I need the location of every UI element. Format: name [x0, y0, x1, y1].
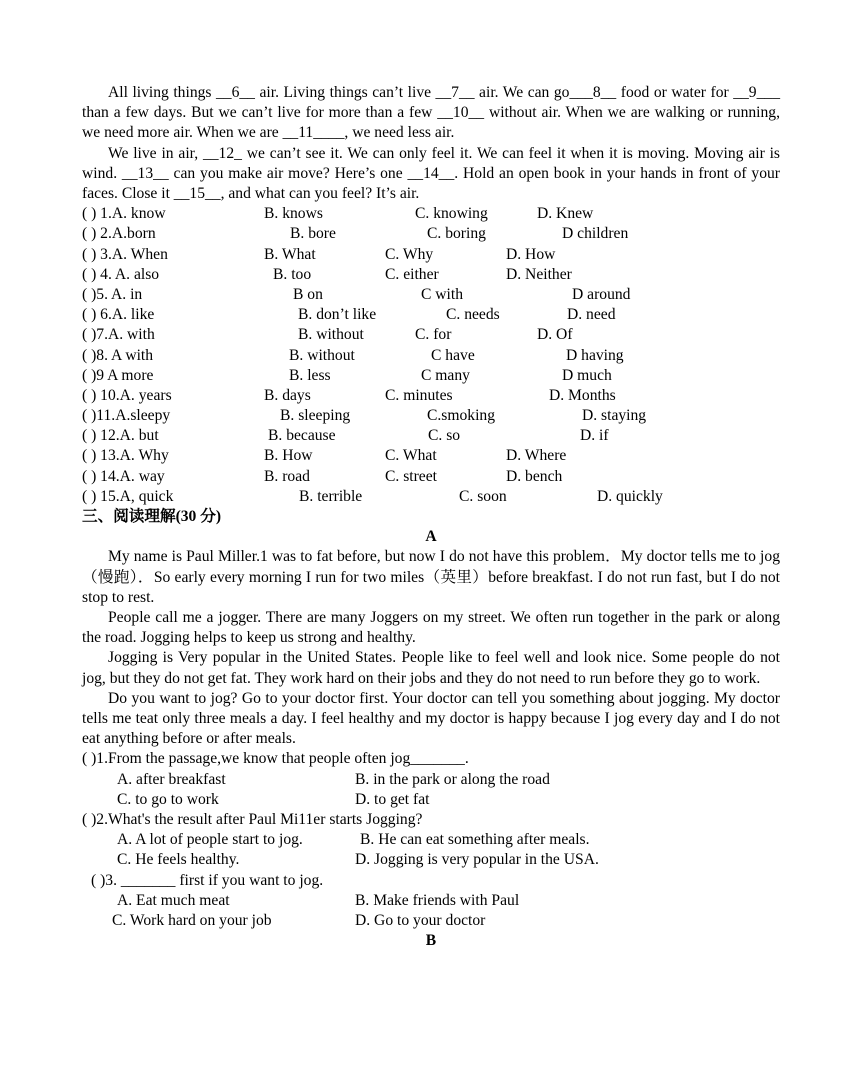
- cloze-option-row: [82, 426, 780, 446]
- cloze-paragraph-2: We live in air, __12_ we can’t see it. We can only feel it. We can feel it when it is moving. Moving air is wind. __13__ can you make air move? Here’s one __14__. Hold an open book in your hands in front of your faces. Close it __15__, and what can you feel? It’s air.: [82, 144, 780, 203]
- option-d: D. staying: [582, 407, 647, 425]
- option-d: D having: [566, 346, 624, 364]
- option-b: B. bore: [290, 225, 336, 243]
- cloze-option-row: [82, 325, 780, 345]
- option-c: C. boring: [427, 225, 486, 243]
- option-d: D much: [562, 366, 612, 384]
- cloze-option-row: [82, 224, 780, 244]
- option-c: C. for: [415, 326, 452, 344]
- cloze-option-row: [82, 467, 780, 487]
- passage-a-paragraph-2: People call me a jogger. There are many Joggers on my street. We often run together in the park or along the road. Jogging helps to keep us strong and healthy.: [82, 609, 780, 647]
- option-b: B. don’t like: [298, 306, 377, 324]
- option-c: C. knowing: [415, 205, 488, 223]
- option-number-and-a: ( ) 13.A. Why: [82, 447, 169, 465]
- cloze-option-row: [82, 204, 780, 224]
- option-b: B. sleeping: [280, 407, 351, 425]
- option-d: D. quickly: [597, 487, 663, 505]
- question-3-text: ( )3. _______ first if you want to jog.: [91, 871, 324, 889]
- option-number-and-a: ( )11.A.sleepy: [82, 407, 171, 425]
- option-b: B. without: [289, 346, 355, 364]
- question-3: [82, 871, 780, 891]
- question-2-text: ( )2.What's the result after Paul Mi11er starts Jogging?: [82, 811, 423, 828]
- option-number-and-a: ( ) 1.A. know: [82, 205, 166, 223]
- cloze-option-row: [82, 487, 780, 507]
- option-c: C. What: [385, 447, 437, 465]
- option-c: C. to go to work: [117, 790, 219, 808]
- passage-a-paragraph-3: Jogging is Very popular in the United States. People like to feel well and look nice. Some people do not jog, but they do not get fat. They work hard on their jobs and they do not need to run before they go to work.: [82, 649, 780, 687]
- option-d: D. Of: [537, 326, 573, 344]
- question-2-options-row-2: [82, 850, 780, 870]
- question-2-options-row-1: [82, 830, 780, 850]
- question-1-options-row-2: [82, 790, 780, 810]
- question-2: [82, 810, 780, 830]
- option-c: C. Work hard on your job: [112, 911, 272, 929]
- option-c: C. soon: [459, 487, 507, 505]
- option-c: C. so: [428, 427, 461, 445]
- option-c: C. He feels healthy.: [117, 851, 240, 869]
- option-c: C. needs: [446, 306, 500, 324]
- question-3-options-row-1: [82, 891, 780, 911]
- option-d: D. if: [580, 427, 609, 445]
- option-a: A. after breakfast: [117, 770, 226, 788]
- option-b: B. How: [264, 447, 313, 465]
- option-d: D. to get fat: [355, 790, 430, 808]
- option-d: D. Neither: [506, 265, 572, 283]
- option-number-and-a: ( )9 A more: [82, 366, 154, 384]
- option-d: D. Where: [506, 447, 567, 465]
- option-number-and-a: ( ) 4. A. also: [82, 265, 160, 283]
- option-number-and-a: ( ) 6.A. like: [82, 306, 155, 324]
- cloze-option-row: [82, 446, 780, 466]
- cloze-option-row: [82, 305, 780, 325]
- option-d: D. Jogging is very popular in the USA.: [355, 851, 599, 869]
- option-b: B. terrible: [299, 487, 363, 505]
- question-1-options-row-1: [82, 770, 780, 790]
- option-number-and-a: ( ) 10.A. years: [82, 386, 172, 404]
- option-b: B. knows: [264, 205, 323, 223]
- option-number-and-a: ( )7.A. with: [82, 326, 155, 344]
- option-d: D children: [562, 225, 629, 243]
- cloze-option-row: [82, 406, 780, 426]
- option-d: D. Knew: [537, 205, 594, 223]
- option-number-and-a: ( )8. A with: [82, 346, 154, 364]
- option-b: B on: [293, 285, 323, 303]
- option-c: C. either: [385, 265, 439, 283]
- option-number-and-a: ( ) 12.A. but: [82, 427, 159, 445]
- option-b: B. days: [264, 386, 311, 404]
- option-number-and-a: ( ) 3.A. When: [82, 245, 168, 263]
- option-c: C have: [431, 346, 475, 364]
- option-c: C. minutes: [385, 386, 453, 404]
- option-b: B. too: [273, 265, 312, 283]
- option-number-and-a: ( )5. A. in: [82, 285, 143, 303]
- cloze-option-row: [82, 245, 780, 265]
- option-d: D. bench: [506, 467, 563, 485]
- option-b: B. without: [298, 326, 364, 344]
- exam-page: [82, 83, 780, 951]
- question-3-options-row-2: [82, 911, 780, 931]
- passage-a-paragraph-1: My name is Paul Miller.1 was to fat before, but now I do not have this problem．My doctor tells me to jog（慢跑）．So early every morning I run for two miles（英里）before breakfast. I do not run fast, but I do not stop to rest.: [82, 548, 780, 606]
- cloze-paragraph-1: All living things __6__ air. Living things can’t live __7__ air. We can go___8__ food or water for __9___ than a few days. But we can’t live for more than a few __10__ without air. When we are walking or running, we need more air. When we are __11____, we need less air.: [82, 84, 780, 142]
- option-b: B. He can eat something after meals.: [360, 831, 590, 849]
- option-d: D. need: [567, 306, 616, 324]
- option-b: B. less: [289, 366, 331, 384]
- option-b: B. Make friends with Paul: [355, 891, 520, 909]
- option-c: C. Why: [385, 245, 434, 263]
- option-d: D around: [572, 285, 631, 303]
- option-number-and-a: ( ) 2.A.born: [82, 225, 156, 243]
- option-a: A. A lot of people start to jog.: [117, 831, 303, 849]
- option-b: B. What: [264, 245, 316, 263]
- cloze-options-list: [82, 204, 780, 507]
- passage-a-title: A: [425, 528, 437, 546]
- cloze-option-row: [82, 285, 780, 305]
- option-c: C. street: [385, 467, 437, 485]
- option-d: D. Go to your doctor: [355, 911, 486, 929]
- option-b: B. because: [268, 427, 336, 445]
- passage-a-paragraph-4: Do you want to jog? Go to your doctor first. Your doctor can tell you something about jogging. My doctor tells me teat only three meals a day. I feel healthy and my doctor is happy because I jog every day and I do not eat anything before or after meals.: [82, 689, 780, 748]
- option-d: D. Months: [549, 386, 616, 404]
- option-c: C.smoking: [427, 407, 496, 425]
- cloze-option-row: [82, 366, 780, 386]
- option-a: A. Eat much meat: [117, 891, 230, 909]
- option-number-and-a: ( ) 14.A. way: [82, 467, 165, 485]
- option-d: D. How: [506, 245, 556, 263]
- option-number-and-a: ( ) 15.A, quick: [82, 487, 174, 505]
- cloze-option-row: [82, 346, 780, 366]
- option-c: C with: [421, 285, 464, 303]
- passage-b-title: B: [425, 932, 437, 950]
- cloze-option-row: [82, 265, 780, 285]
- option-b: B. in the park or along the road: [355, 770, 550, 788]
- section-heading: 三、阅读理解(30 分): [82, 508, 222, 526]
- option-b: B. road: [264, 467, 310, 485]
- question-1: [82, 749, 780, 769]
- cloze-option-row: [82, 386, 780, 406]
- option-c: C many: [421, 366, 470, 384]
- question-1-text: ( )1.From the passage,we know that people often jog_______.: [82, 750, 469, 768]
